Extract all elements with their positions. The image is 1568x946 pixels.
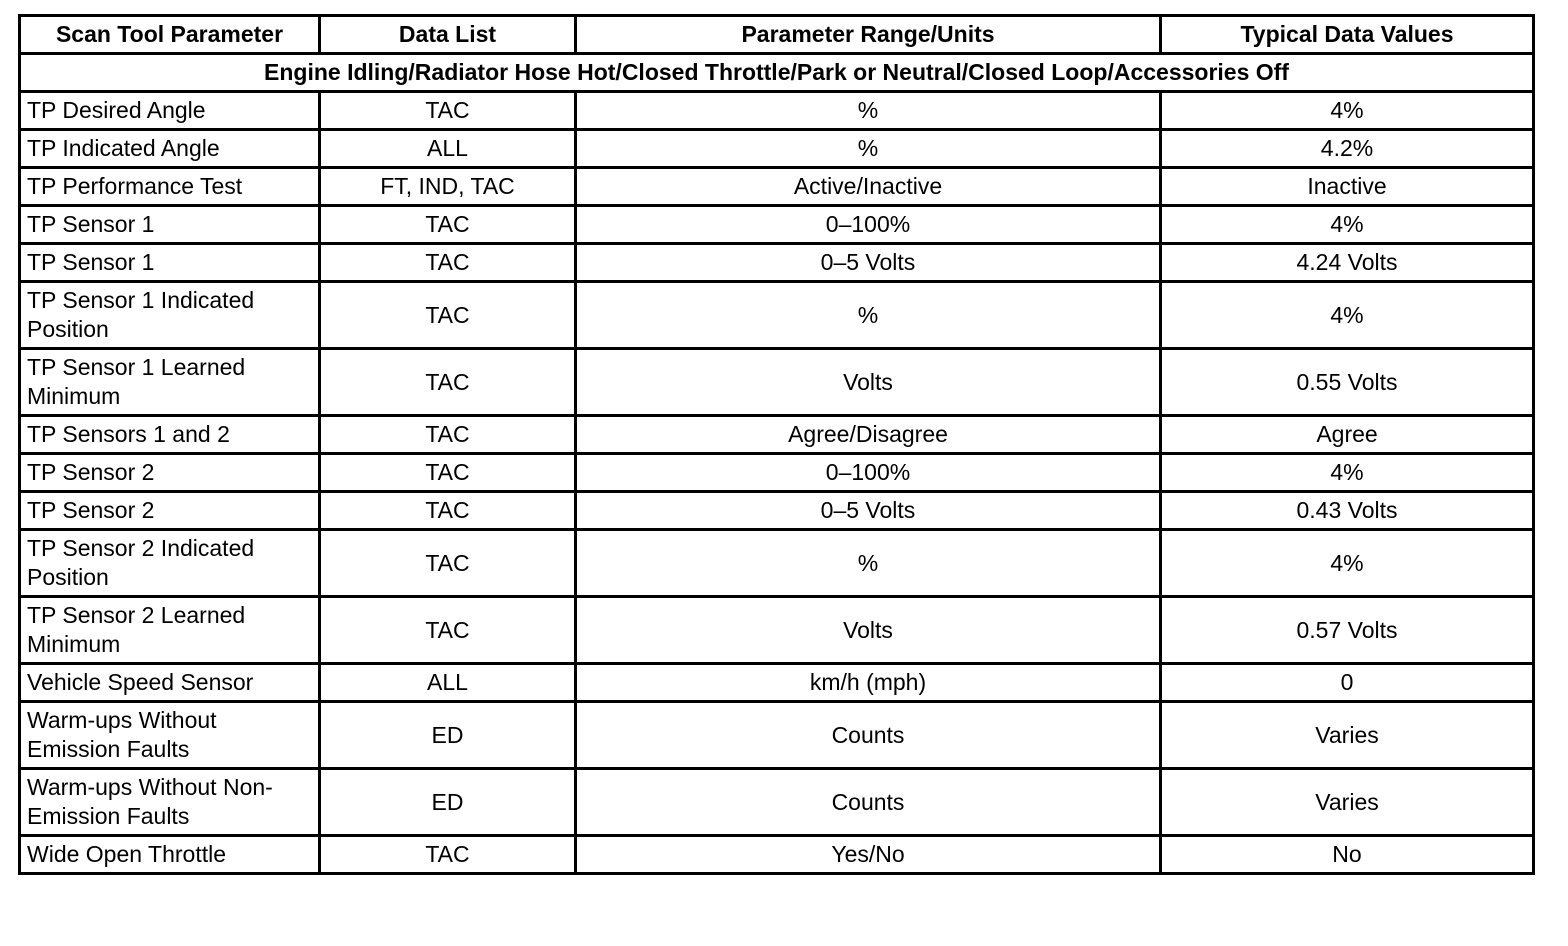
header-data-list: Data List bbox=[320, 16, 576, 54]
cell-parameter: TP Desired Angle bbox=[20, 92, 320, 130]
table-row bbox=[20, 492, 1534, 530]
cell-range-units: Active/Inactive bbox=[576, 168, 1161, 206]
cell-typical-value: 4.24 Volts bbox=[1161, 244, 1534, 282]
table-row bbox=[20, 349, 1534, 416]
cell-data-list: TAC bbox=[320, 282, 576, 349]
section-title: Engine Idling/Radiator Hose Hot/Closed Throttle/Park or Neutral/Closed Loop/Accessories Off bbox=[20, 54, 1534, 92]
cell-typical-value: 4% bbox=[1161, 454, 1534, 492]
cell-parameter: TP Sensor 2 Indicated Position bbox=[20, 530, 320, 597]
scan-tool-data-table bbox=[18, 14, 1535, 875]
cell-typical-value: No bbox=[1161, 836, 1534, 874]
cell-range-units: 0–100% bbox=[576, 454, 1161, 492]
header-typical-data-values: Typical Data Values bbox=[1161, 16, 1534, 54]
cell-range-units: 0–5 Volts bbox=[576, 244, 1161, 282]
table-row bbox=[20, 130, 1534, 168]
table-row bbox=[20, 282, 1534, 349]
cell-parameter: TP Sensor 1 bbox=[20, 244, 320, 282]
header-parameter-range-units: Parameter Range/Units bbox=[576, 16, 1161, 54]
cell-parameter: TP Sensor 1 Indicated Position bbox=[20, 282, 320, 349]
table-row bbox=[20, 597, 1534, 664]
cell-data-list: TAC bbox=[320, 492, 576, 530]
cell-range-units: Volts bbox=[576, 597, 1161, 664]
cell-range-units: 0–100% bbox=[576, 206, 1161, 244]
cell-parameter: Warm-ups Without Emission Faults bbox=[20, 702, 320, 769]
cell-range-units: Yes/No bbox=[576, 836, 1161, 874]
cell-parameter: TP Indicated Angle bbox=[20, 130, 320, 168]
cell-typical-value: Inactive bbox=[1161, 168, 1534, 206]
cell-data-list: TAC bbox=[320, 530, 576, 597]
cell-range-units: Counts bbox=[576, 702, 1161, 769]
cell-range-units: % bbox=[576, 530, 1161, 597]
cell-typical-value: 0.57 Volts bbox=[1161, 597, 1534, 664]
cell-data-list: ALL bbox=[320, 130, 576, 168]
cell-parameter: Vehicle Speed Sensor bbox=[20, 664, 320, 702]
cell-typical-value: 0.55 Volts bbox=[1161, 349, 1534, 416]
table-row bbox=[20, 664, 1534, 702]
cell-data-list: TAC bbox=[320, 349, 576, 416]
cell-range-units: Agree/Disagree bbox=[576, 416, 1161, 454]
cell-range-units: Counts bbox=[576, 769, 1161, 836]
cell-typical-value: Varies bbox=[1161, 702, 1534, 769]
cell-data-list: TAC bbox=[320, 836, 576, 874]
cell-data-list: TAC bbox=[320, 454, 576, 492]
table-row bbox=[20, 206, 1534, 244]
cell-data-list: TAC bbox=[320, 244, 576, 282]
table-row bbox=[20, 244, 1534, 282]
cell-data-list: ALL bbox=[320, 664, 576, 702]
header-scan-tool-parameter: Scan Tool Parameter bbox=[20, 16, 320, 54]
table-row bbox=[20, 702, 1534, 769]
table-row bbox=[20, 92, 1534, 130]
cell-parameter: TP Performance Test bbox=[20, 168, 320, 206]
table-row bbox=[20, 530, 1534, 597]
cell-typical-value: Varies bbox=[1161, 769, 1534, 836]
cell-parameter: TP Sensors 1 and 2 bbox=[20, 416, 320, 454]
cell-range-units: % bbox=[576, 282, 1161, 349]
cell-parameter: TP Sensor 1 bbox=[20, 206, 320, 244]
table-row bbox=[20, 168, 1534, 206]
cell-data-list: TAC bbox=[320, 416, 576, 454]
cell-typical-value: 4% bbox=[1161, 282, 1534, 349]
cell-range-units: Volts bbox=[576, 349, 1161, 416]
cell-typical-value: 0 bbox=[1161, 664, 1534, 702]
cell-typical-value: 4% bbox=[1161, 530, 1534, 597]
cell-typical-value: Agree bbox=[1161, 416, 1534, 454]
cell-parameter: TP Sensor 2 bbox=[20, 454, 320, 492]
cell-data-list: TAC bbox=[320, 92, 576, 130]
cell-typical-value: 4% bbox=[1161, 206, 1534, 244]
cell-data-list: ED bbox=[320, 702, 576, 769]
cell-parameter: Warm-ups Without Non-Emission Faults bbox=[20, 769, 320, 836]
cell-typical-value: 4% bbox=[1161, 92, 1534, 130]
cell-parameter: TP Sensor 2 bbox=[20, 492, 320, 530]
cell-range-units: km/h (mph) bbox=[576, 664, 1161, 702]
cell-typical-value: 0.43 Volts bbox=[1161, 492, 1534, 530]
section-row bbox=[20, 54, 1534, 92]
cell-parameter: TP Sensor 2 Learned Minimum bbox=[20, 597, 320, 664]
table-row bbox=[20, 416, 1534, 454]
cell-range-units: % bbox=[576, 130, 1161, 168]
header-row bbox=[20, 16, 1534, 54]
cell-parameter: TP Sensor 1 Learned Minimum bbox=[20, 349, 320, 416]
cell-data-list: TAC bbox=[320, 206, 576, 244]
cell-parameter: Wide Open Throttle bbox=[20, 836, 320, 874]
cell-data-list: FT, IND, TAC bbox=[320, 168, 576, 206]
table-row bbox=[20, 454, 1534, 492]
cell-data-list: ED bbox=[320, 769, 576, 836]
cell-typical-value: 4.2% bbox=[1161, 130, 1534, 168]
cell-data-list: TAC bbox=[320, 597, 576, 664]
table-row bbox=[20, 836, 1534, 874]
table-row bbox=[20, 769, 1534, 836]
cell-range-units: % bbox=[576, 92, 1161, 130]
cell-range-units: 0–5 Volts bbox=[576, 492, 1161, 530]
